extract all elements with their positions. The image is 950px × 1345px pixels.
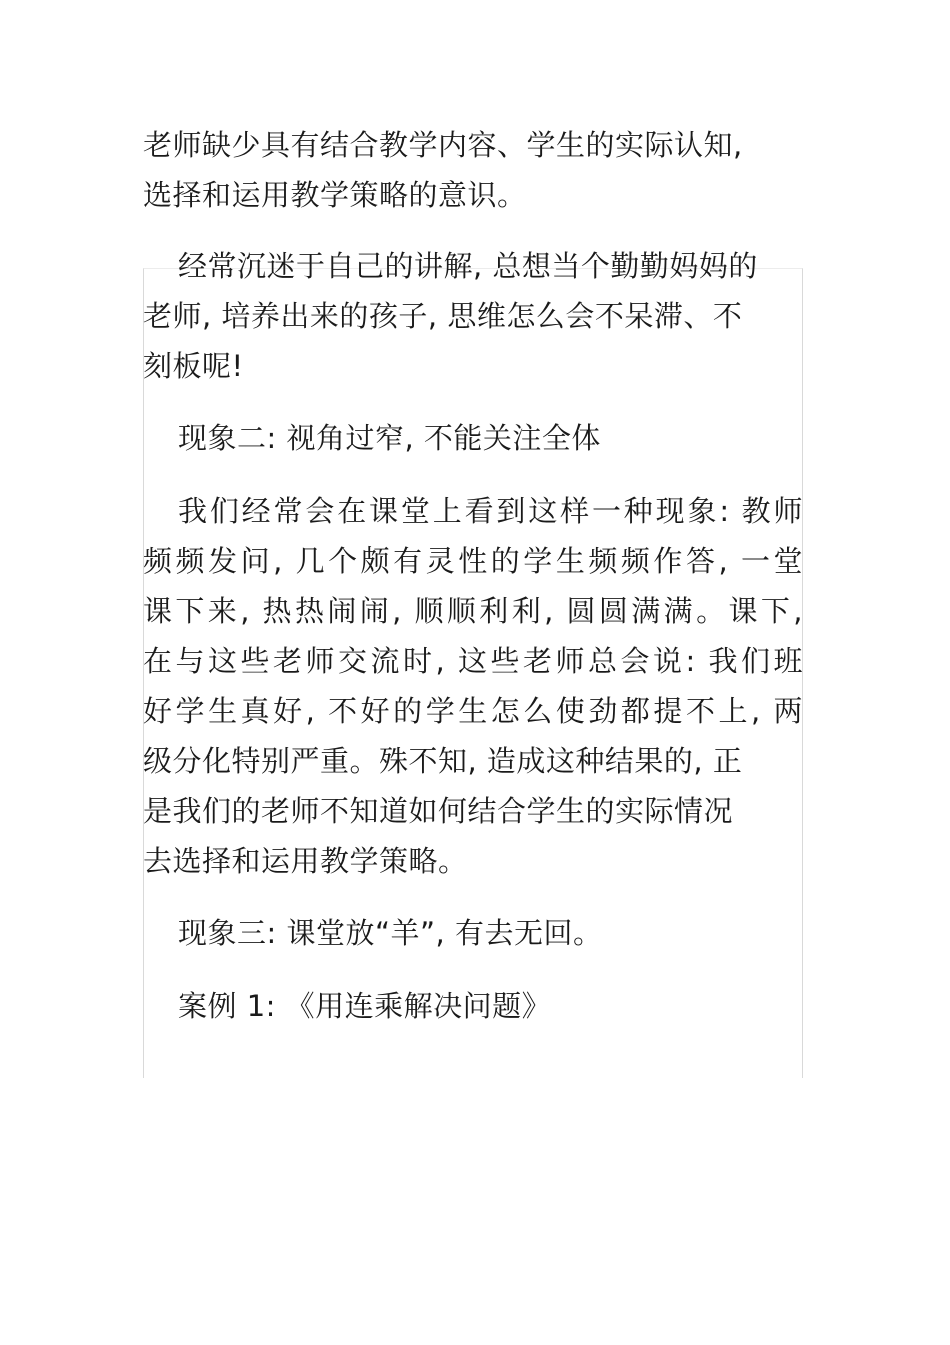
paragraph-3-line-5: 好学生真好, 不好的学生怎么使劲都提不上, 两	[143, 694, 803, 728]
paragraph-3-line-4: 在与这些老师交流时, 这些老师总会说: 我们班	[143, 644, 803, 678]
heading-phenomenon-2: 现象二: 视角过窄, 不能关注全体	[178, 421, 601, 455]
paragraph-3-line-1: 我们经常会在课堂上看到这样一种现象: 教师	[178, 494, 803, 528]
paragraph-3-line-6: 级分化特别严重。殊不知, 造成这种结果的, 正	[143, 744, 743, 778]
paragraph-2-line-2: 老师, 培养出来的孩子, 思维怎么会不呆滞、不	[143, 299, 743, 333]
paragraph-1-line-2: 选择和运用教学策略的意识。	[143, 178, 527, 212]
paragraph-3-line-7: 是我们的老师不知道如何结合学生的实际情况	[143, 794, 734, 828]
paragraph-3-line-8: 去选择和运用教学策略。	[143, 844, 468, 878]
paragraph-2-line-3: 刻板呢!	[143, 349, 244, 383]
paragraph-2-line-1: 经常沉迷于自己的讲解, 总想当个勤勤妈妈的	[178, 249, 758, 283]
heading-phenomenon-3: 现象三: 课堂放“羊”, 有去无回。	[178, 916, 603, 950]
case-1-title: 案例 1: 《用连乘解决问题》	[178, 989, 552, 1023]
paragraph-3-line-2: 频频发问, 几个颇有灵性的学生频频作答, 一堂	[143, 544, 803, 578]
paragraph-3-line-3: 课下来, 热热闹闹, 顺顺利利, 圆圆满满。课下,	[143, 594, 803, 628]
paragraph-1-line-1: 老师缺少具有结合教学内容、学生的实际认知,	[143, 128, 743, 162]
